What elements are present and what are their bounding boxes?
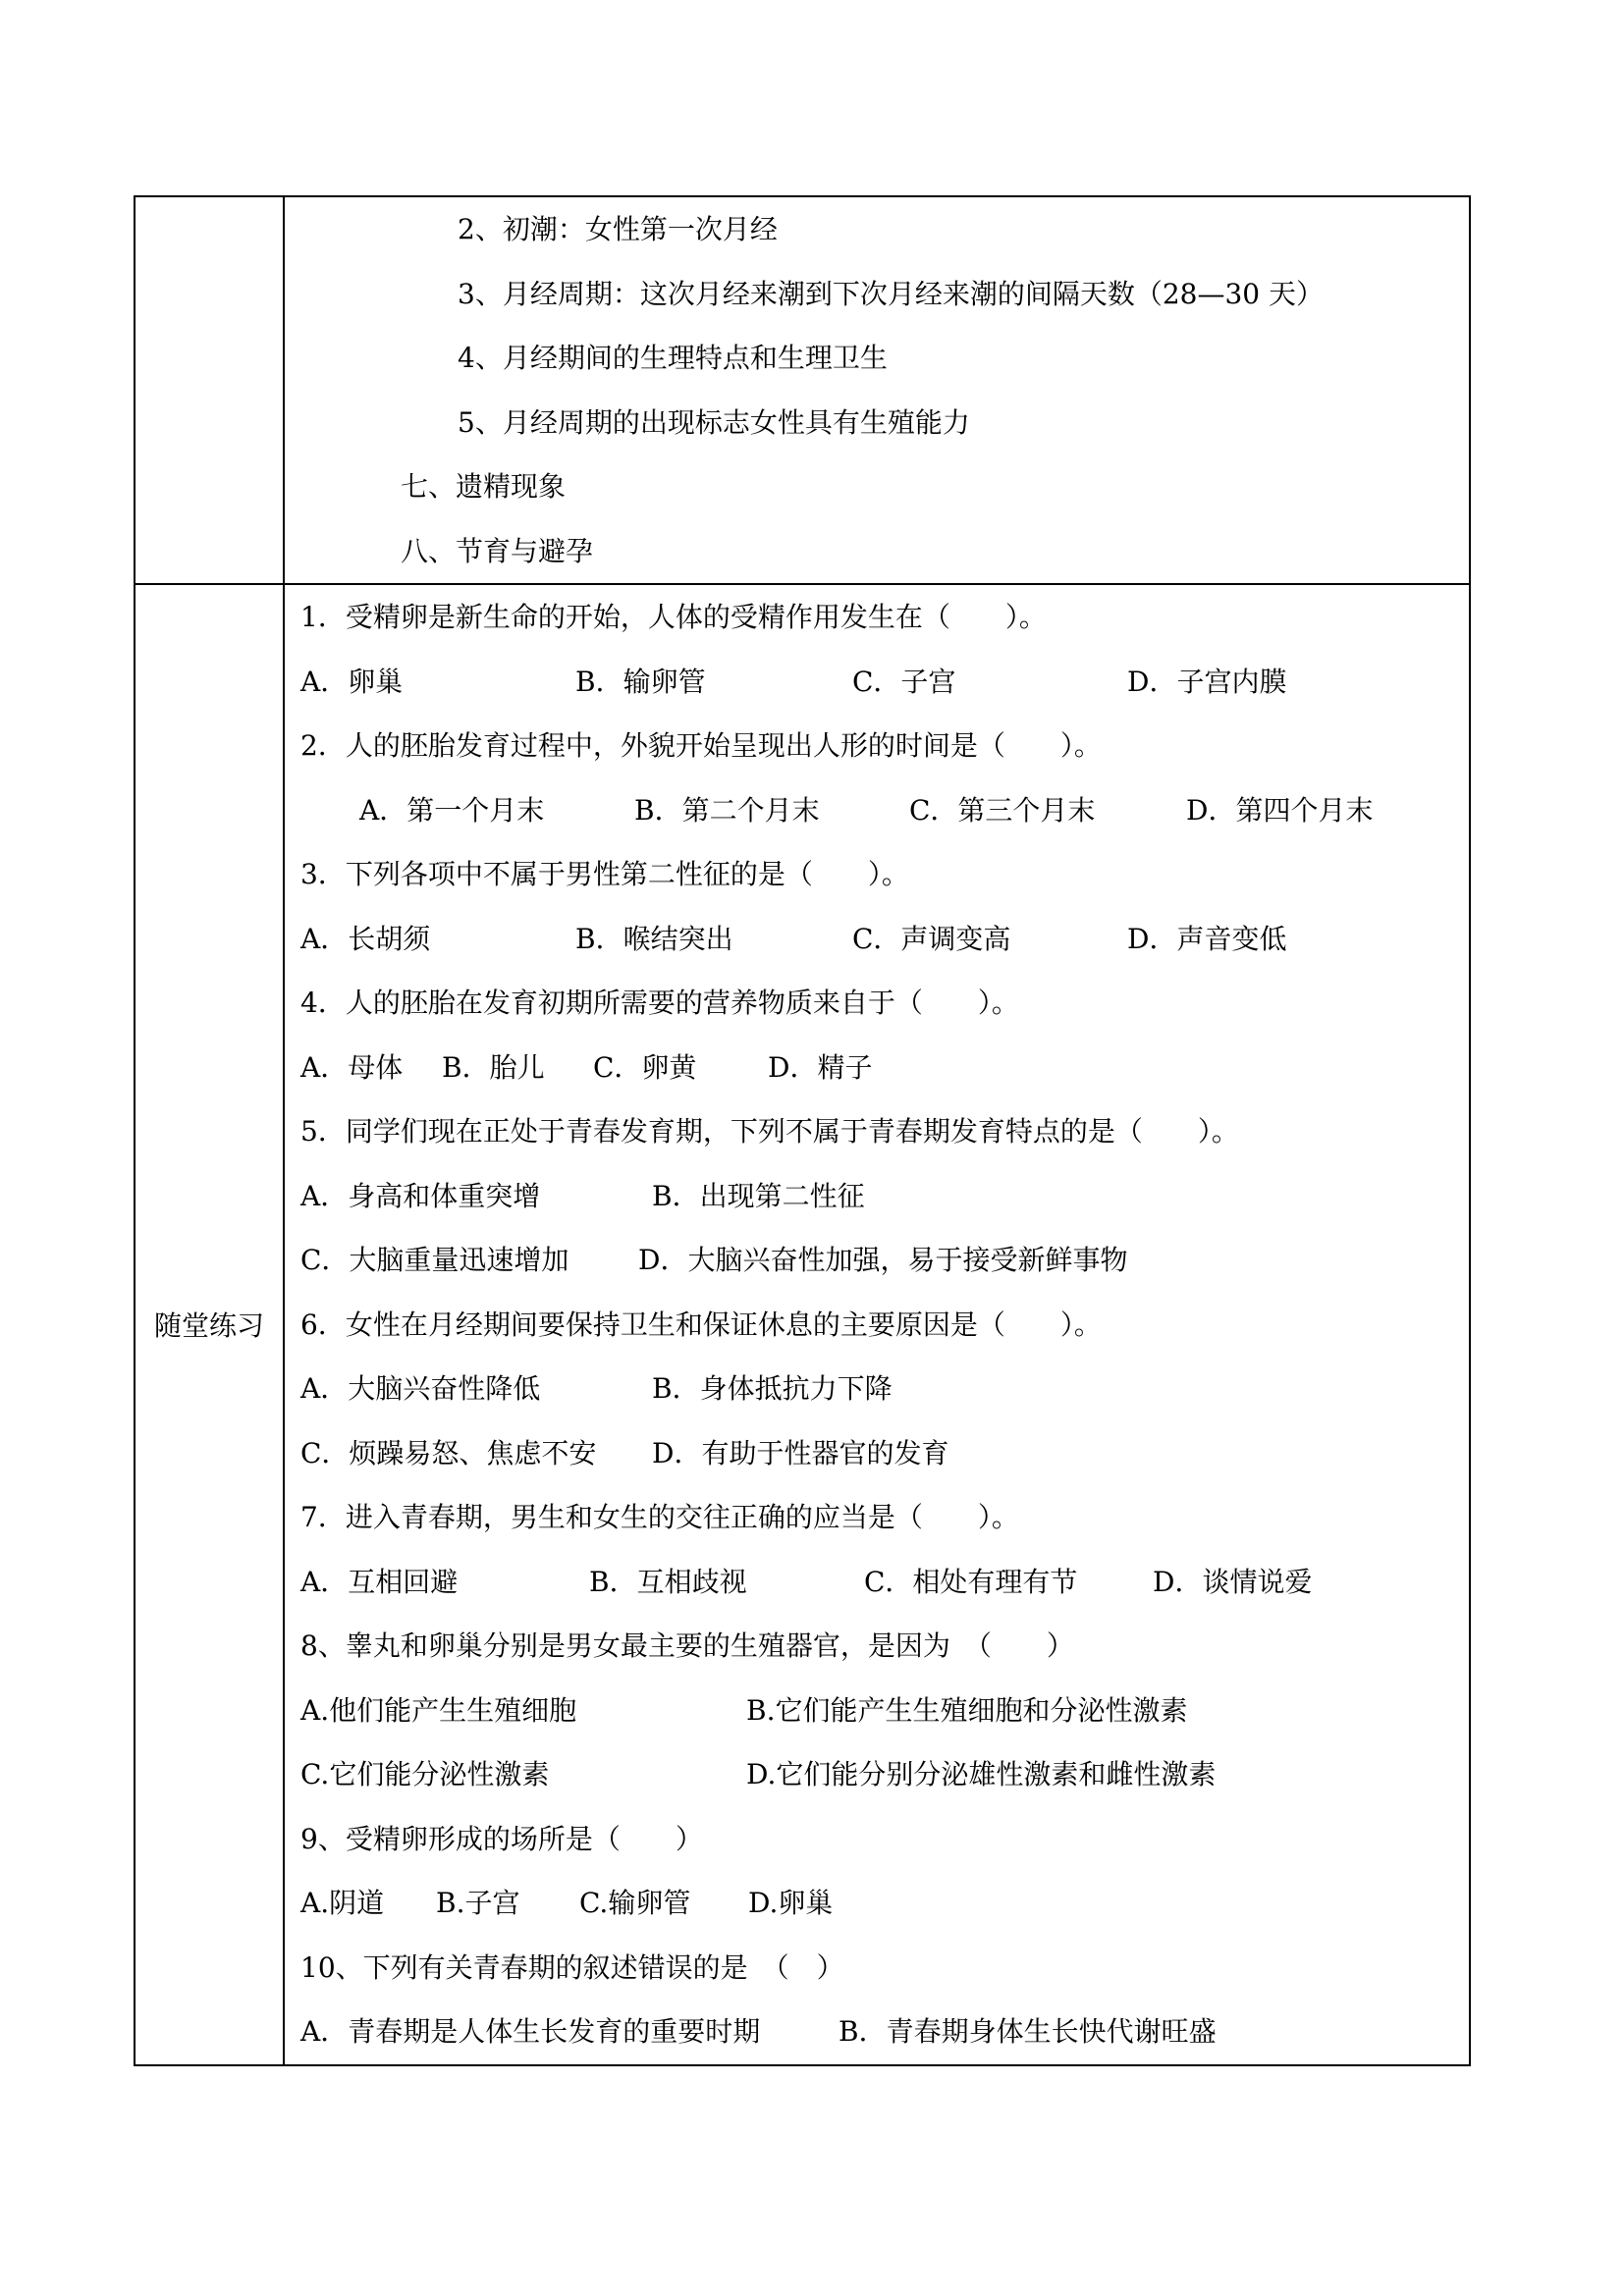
option: A．大脑兴奋性降低 [300,1372,541,1405]
option: C．第三个月末 [909,793,1096,827]
notes-row [135,196,1470,584]
question-options [285,1871,1469,1936]
section-heading-8: 八、节育与避孕 [401,534,594,567]
question-options [285,1357,1469,1421]
question-options [285,1742,1469,1807]
option: A．第一个月末 [359,793,545,827]
option: B．喉结突出 [575,922,733,955]
option: B．胎儿 [442,1050,545,1084]
question-stem: 10、下列有关青春期的叙述错误的是 （ ） [300,1950,844,1984]
notes-label-cell [135,196,284,584]
option: A．青春期是人体生长发育的重要时期 [300,2015,761,2048]
question-options [285,1550,1469,1615]
option: D．大脑兴奋性加强，易于接受新鲜事物 [638,1244,1128,1276]
note-item: 4、月经期间的生理特点和生理卫生 [458,342,888,374]
option: A．长胡须 [300,922,431,955]
option: D．子宫内膜 [1127,665,1287,698]
option: D．精子 [768,1050,873,1084]
option: B．身体抵抗力下降 [652,1372,893,1405]
question-stem: 9、受精卵形成的场所是（ ） [300,1822,703,1855]
question-options [285,1164,1469,1229]
option: B．出现第二性征 [652,1179,865,1212]
option: A.他们能产生生殖细胞 [300,1693,577,1727]
question-options [285,1421,1469,1486]
option: A．互相回避 [300,1565,459,1598]
note-item: 5、月经周期的出现标志女性具有生殖能力 [458,405,970,439]
option: A．卵巢 [300,665,404,698]
question-stem: 5．同学们现在正处于青春发育期，下列不属于青春期发育特点的是（ ）。 [300,1115,1239,1148]
option: B．第二个月末 [634,793,820,827]
question-stem: 3．下列各项中不属于男性第二性征的是（ ）。 [300,858,909,890]
question-stem: 1．受精卵是新生命的开始，人体的受精作用发生在（ ）。 [300,601,1047,633]
option: B.子宫 [436,1887,520,1919]
option: D.卵巢 [748,1887,834,1919]
option: D．声音变低 [1127,922,1287,955]
option: B．青春期身体生长快代谢旺盛 [839,2015,1217,2048]
option: C．大脑重量迅速增加 [300,1244,569,1276]
question-stem: 2．人的胚胎发育过程中，外貌开始呈现出人形的时间是（ ）。 [300,729,1102,762]
option: B．互相歧视 [589,1565,747,1598]
question-stem: 6．女性在月经期间要保持卫生和保证休息的主要原因是（ ）。 [300,1308,1102,1341]
option: D．有助于性器官的发育 [652,1436,949,1469]
option: C．声调变高 [852,922,1011,955]
option: C.它们能分泌性激素 [300,1758,550,1790]
option: C．子宫 [852,665,956,698]
option: D．谈情说爱 [1153,1565,1313,1598]
question-stem: 8、睾丸和卵巢分别是男女最主要的生殖器官，是因为 （ ） [300,1629,1074,1662]
notes-content-cell [284,196,1470,584]
option: A．身高和体重突增 [300,1179,541,1212]
option: A.阴道 [300,1887,385,1919]
question-options [285,778,1469,843]
note-item: 2、初潮：女性第一次月经 [458,213,778,245]
option: D.它们能分别分泌雄性激素和雌性激素 [746,1758,1217,1790]
question-options [285,907,1469,972]
question-options [285,2000,1469,2064]
question-options [285,650,1469,715]
option: C．卵黄 [593,1050,697,1084]
section-heading-7: 七、遗精现象 [401,470,567,503]
practice-row [135,584,1470,2065]
option: C.输卵管 [579,1887,691,1919]
practice-content-cell [284,584,1470,2065]
option: C．烦躁易怒、焦虑不安 [300,1436,597,1469]
option: C．相处有理有节 [864,1565,1078,1598]
question-stem: 7．进入青春期，男生和女生的交往正确的应当是（ ）。 [300,1501,1019,1533]
practice-label: 随堂练习 [135,584,284,2065]
option: B．输卵管 [575,665,706,698]
question-options [285,1679,1469,1743]
option: B.它们能产生生殖细胞和分泌性激素 [746,1693,1188,1727]
question-stem: 4．人的胚胎在发育初期所需要的营养物质来自于（ ）。 [300,987,1019,1019]
note-item: 3、月经周期：这次月经来潮到下次月经来潮的间隔天数（28—30 天） [458,277,1324,310]
question-options [285,1228,1469,1293]
option: A．母体 [300,1050,404,1084]
question-options [285,1036,1469,1100]
lesson-table [134,195,1471,2066]
option: D．第四个月末 [1186,793,1374,827]
